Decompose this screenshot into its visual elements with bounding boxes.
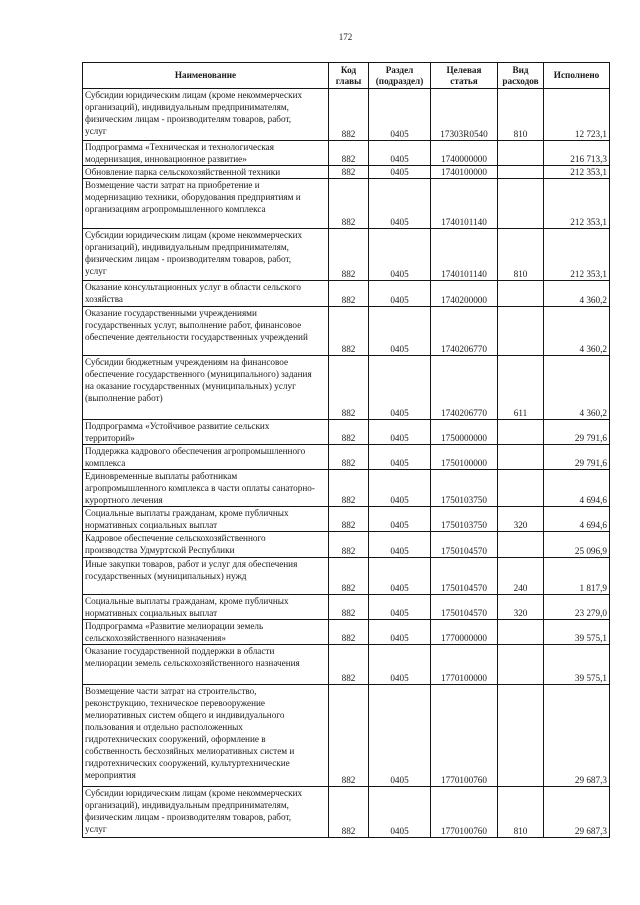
row-name-line: организаций), индивидуальным предпринимателям, — [85, 242, 289, 252]
header-target-article-line2: статья — [450, 75, 478, 86]
row-name-line: Подпрограмма «Техническая и технологическая — [85, 142, 274, 152]
table-row — [83, 141, 610, 166]
expense-type-cell — [498, 166, 544, 179]
executed-amount-cell: 25 096,9 — [544, 532, 610, 558]
target-article-cell: 1750104570 — [431, 595, 498, 620]
table-row — [83, 166, 610, 179]
row-name-line: гидротехнических сооружений, оформление в — [85, 734, 266, 744]
header-section-line2: (подраздел) — [375, 75, 424, 86]
executed-amount-cell: 29 687,3 — [544, 685, 610, 787]
expense-type-cell: 810 — [498, 787, 544, 838]
chapter-code-cell: 882 — [329, 420, 369, 445]
header-name — [83, 63, 329, 89]
target-article-cell: 1770000000 — [431, 620, 498, 645]
row-name-cell — [83, 307, 329, 356]
table-row — [83, 445, 610, 470]
chapter-code-cell: 882 — [329, 558, 369, 595]
row-name-line: Социальные выплаты гражданам, кроме публичных — [85, 508, 289, 518]
row-name-line: организаций), индивидуальным предпринимателям, — [85, 800, 289, 810]
section-code-cell: 0405 — [369, 558, 431, 595]
section-code-cell: 0405 — [369, 229, 431, 281]
row-name-line: гидротехнических сооружений, культуртехнические — [85, 758, 290, 768]
row-name-cell — [83, 141, 329, 166]
chapter-code-cell: 882 — [329, 645, 369, 685]
header-chapter-code-line2: главы — [335, 75, 362, 86]
executed-amount-cell: 29 791,6 — [544, 420, 610, 445]
section-code-cell: 0405 — [369, 620, 431, 645]
executed-amount-cell: 12 723,1 — [544, 89, 610, 141]
expense-type-cell — [498, 470, 544, 507]
row-name-cell — [83, 420, 329, 445]
expense-type-cell — [498, 620, 544, 645]
row-name-line: Социальные выплаты гражданам, кроме публичных — [85, 596, 289, 606]
chapter-code-cell: 882 — [329, 141, 369, 166]
table-row — [83, 558, 610, 595]
row-name-cell — [83, 507, 329, 532]
executed-amount-cell: 4 360,2 — [544, 307, 610, 356]
target-article-cell: 1770100760 — [431, 787, 498, 838]
row-name-line: услуг — [85, 126, 107, 136]
target-article-cell: 1770100760 — [431, 685, 498, 787]
target-article-cell: 1750000000 — [431, 420, 498, 445]
target-article-cell: 1750103750 — [431, 507, 498, 532]
row-name-cell — [83, 685, 329, 787]
row-name-line: услуг — [85, 824, 107, 834]
expense-type-cell — [498, 685, 544, 787]
row-name-line: физическим лицам - производителям товаров, работ, — [85, 812, 292, 822]
header-expense-type-line1: Вид — [512, 64, 529, 75]
table-row — [83, 89, 610, 141]
header-executed — [544, 63, 610, 89]
executed-amount-cell: 4 694,6 — [544, 507, 610, 532]
row-name-cell — [83, 89, 329, 141]
row-name-cell — [83, 445, 329, 470]
section-code-cell: 0405 — [369, 420, 431, 445]
chapter-code-cell: 882 — [329, 787, 369, 838]
header-chapter-code — [329, 63, 369, 89]
executed-amount-cell: 216 713,3 — [544, 141, 610, 166]
row-name-line: Кадровое обеспечение сельскохозяйственного — [85, 533, 266, 543]
target-article-cell: 1740206770 — [431, 307, 498, 356]
chapter-code-cell: 882 — [329, 685, 369, 787]
chapter-code-cell: 882 — [329, 229, 369, 281]
expense-type-cell — [498, 445, 544, 470]
header-target-article — [431, 63, 498, 89]
section-code-cell: 0405 — [369, 89, 431, 141]
section-code-cell: 0405 — [369, 595, 431, 620]
row-name-line: Единовременные выплаты работникам — [85, 471, 238, 481]
header-name-label: Наименование — [174, 70, 237, 80]
table-row — [83, 307, 610, 356]
row-name-cell — [83, 470, 329, 507]
table-row — [83, 595, 610, 620]
expense-type-cell — [498, 281, 544, 307]
section-code-cell: 0405 — [369, 787, 431, 838]
row-name-line: сельскохозяйственного назначения» — [85, 633, 227, 643]
section-code-cell: 0405 — [369, 645, 431, 685]
target-article-cell: 1750104570 — [431, 532, 498, 558]
row-name-line: Оказание государственной поддержки в области — [85, 646, 275, 656]
target-article-cell: 17303R0540 — [431, 89, 498, 141]
row-name-line: физическим лицам - производителям товаров, работ, — [85, 254, 292, 264]
section-code-cell: 0405 — [369, 507, 431, 532]
target-article-cell: 1740101140 — [431, 229, 498, 281]
executed-amount-cell: 39 575,1 — [544, 645, 610, 685]
executed-amount-cell: 4 360,2 — [544, 356, 610, 420]
executed-amount-cell: 212 353,1 — [544, 229, 610, 281]
section-code-cell: 0405 — [369, 532, 431, 558]
row-name-line: Подпрограмма «Устойчивое развитие сельских — [85, 421, 270, 431]
row-name-line: комплекса — [85, 458, 126, 468]
row-name-line: на оказание государственных (муниципальных) услуг — [85, 381, 296, 391]
row-name-cell — [83, 356, 329, 420]
row-name-line: Возмещение части затрат на приобретение и — [85, 180, 260, 190]
executed-amount-cell: 4 360,2 — [544, 281, 610, 307]
row-name-line: государственных услуг, выполнение работ, финансовое — [85, 320, 302, 330]
header-chapter-code-line1: Код — [340, 64, 357, 75]
row-name-line: услуг — [85, 266, 107, 276]
chapter-code-cell: 882 — [329, 532, 369, 558]
expense-type-cell — [498, 141, 544, 166]
row-name-line: Обновление парка сельскохозяйственной техники — [85, 167, 281, 177]
chapter-code-cell: 882 — [329, 445, 369, 470]
section-code-cell: 0405 — [369, 179, 431, 229]
expense-type-cell: 240 — [498, 558, 544, 595]
chapter-code-cell: 882 — [329, 179, 369, 229]
section-code-cell: 0405 — [369, 166, 431, 179]
row-name-line: реконструкцию, техническое перевооружение — [85, 698, 265, 708]
row-name-line: организациям агропромышленного комплекса — [85, 204, 266, 214]
row-name-cell — [83, 645, 329, 685]
chapter-code-cell: 882 — [329, 620, 369, 645]
table-row — [83, 787, 610, 838]
row-name-line: модернизацию техники, оборудования предприятиям и — [85, 192, 301, 202]
row-name-line: Субсидии юридическим лицам (кроме некоммерческих — [85, 230, 303, 240]
table-row — [83, 507, 610, 532]
row-name-cell — [83, 787, 329, 838]
expense-type-cell — [498, 645, 544, 685]
row-name-cell — [83, 595, 329, 620]
row-name-line: модернизация, инновационное развитие» — [85, 154, 247, 164]
table-row — [83, 470, 610, 507]
row-name-line: обеспечение деятельности государственных учреждений — [85, 332, 308, 342]
executed-amount-cell: 212 353,1 — [544, 179, 610, 229]
executed-amount-cell: 212 353,1 — [544, 166, 610, 179]
expense-type-cell: 611 — [498, 356, 544, 420]
section-code-cell: 0405 — [369, 281, 431, 307]
target-article-cell: 1740101140 — [431, 179, 498, 229]
executed-amount-cell: 29 791,6 — [544, 445, 610, 470]
section-code-cell: 0405 — [369, 685, 431, 787]
section-code-cell: 0405 — [369, 445, 431, 470]
target-article-cell: 1750100000 — [431, 445, 498, 470]
page-number: 172 — [338, 32, 353, 42]
row-name-line: Субсидии бюджетным учреждениям на финансовое — [85, 357, 289, 367]
row-name-line: нормативных социальных выплат — [85, 608, 218, 618]
row-name-line: Подпрограмма «Развитие мелиорации земель — [85, 621, 264, 631]
expense-type-cell — [498, 307, 544, 356]
expenditure-table — [82, 62, 610, 838]
chapter-code-cell: 882 — [329, 89, 369, 141]
row-name-line: Поддержка кадрового обеспечения агропромышленного — [85, 446, 306, 456]
row-name-line: Субсидии юридическим лицам (кроме некоммерческих — [85, 90, 303, 100]
table-row — [83, 645, 610, 685]
row-name-line: (выполнение работ) — [85, 393, 163, 403]
header-row — [83, 63, 610, 89]
executed-amount-cell: 1 817,9 — [544, 558, 610, 595]
table-row — [83, 420, 610, 445]
row-name-cell — [83, 558, 329, 595]
header-target-article-line1: Целевая — [446, 64, 482, 75]
expense-type-cell: 320 — [498, 507, 544, 532]
target-article-cell: 1770100000 — [431, 645, 498, 685]
executed-amount-cell: 39 575,1 — [544, 620, 610, 645]
row-name-line: Оказание государственными учреждениями — [85, 308, 257, 318]
executed-amount-cell: 4 694,6 — [544, 470, 610, 507]
row-name-line: пользования и отдельно расположенных — [85, 722, 243, 732]
chapter-code-cell: 882 — [329, 356, 369, 420]
row-name-line: Иные закупки товаров, работ и услуг для обеспечения — [85, 559, 298, 569]
row-name-line: собственность бесхозяйных мелиоративных систем и — [85, 746, 295, 756]
executed-amount-cell: 23 279,0 — [544, 595, 610, 620]
row-name-line: Оказание консультационных услуг в области сельского — [85, 282, 301, 292]
chapter-code-cell: 882 — [329, 281, 369, 307]
table-row — [83, 532, 610, 558]
table-header — [83, 63, 610, 89]
table-row — [83, 620, 610, 645]
target-article-cell: 1740206770 — [431, 356, 498, 420]
row-name-line: хозяйства — [85, 294, 123, 304]
row-name-line: мелиоративных систем общего и индивидуального — [85, 710, 285, 720]
row-name-line: Возмещение части затрат на строительство, — [85, 686, 257, 696]
expense-type-cell: 320 — [498, 595, 544, 620]
row-name-cell — [83, 532, 329, 558]
row-name-line: обеспечение государственного (муниципального) задания — [85, 369, 312, 379]
row-name-cell — [83, 229, 329, 281]
header-expense-type — [498, 63, 544, 89]
row-name-line: государственных (муниципальных) нужд — [85, 571, 247, 581]
target-article-cell: 1740100000 — [431, 166, 498, 179]
header-expense-type-line2: расходов — [502, 75, 539, 86]
target-article-cell: 1740000000 — [431, 141, 498, 166]
table-row — [83, 685, 610, 787]
chapter-code-cell: 882 — [329, 507, 369, 532]
row-name-cell — [83, 620, 329, 645]
row-name-line: территорий» — [85, 433, 135, 443]
section-code-cell: 0405 — [369, 141, 431, 166]
target-article-cell: 1750103750 — [431, 470, 498, 507]
expense-type-cell: 810 — [498, 89, 544, 141]
row-name-cell — [83, 166, 329, 179]
executed-amount-cell: 29 687,3 — [544, 787, 610, 838]
section-code-cell: 0405 — [369, 356, 431, 420]
table-row — [83, 229, 610, 281]
row-name-line: Субсидии юридическим лицам (кроме некоммерческих — [85, 788, 303, 798]
expense-type-cell — [498, 532, 544, 558]
section-code-cell: 0405 — [369, 307, 431, 356]
section-code-cell: 0405 — [369, 470, 431, 507]
row-name-cell — [83, 281, 329, 307]
row-name-line: физическим лицам - производителям товаров, работ, — [85, 114, 292, 124]
target-article-cell: 1750104570 — [431, 558, 498, 595]
expense-type-cell — [498, 420, 544, 445]
table-row — [83, 179, 610, 229]
chapter-code-cell: 882 — [329, 166, 369, 179]
table-body — [83, 89, 610, 838]
chapter-code-cell: 882 — [329, 470, 369, 507]
expense-type-cell: 810 — [498, 229, 544, 281]
row-name-line: агропромышленного комплекса в части оплаты санаторно- — [85, 483, 315, 493]
header-section — [369, 63, 431, 89]
row-name-line: курортного лечения — [85, 495, 163, 505]
expense-type-cell — [498, 179, 544, 229]
row-name-line: производства Удмуртской Республики — [85, 545, 235, 555]
table-row — [83, 281, 610, 307]
header-executed-label: Исполнено — [553, 70, 600, 80]
row-name-line: мелиорации земель сельскохозяйственного назначения — [85, 658, 300, 668]
row-name-line: организаций), индивидуальным предпринимателям, — [85, 102, 289, 112]
table-row — [83, 356, 610, 420]
header-section-line1: Раздел — [385, 64, 414, 75]
row-name-line: мероприятия — [85, 770, 136, 780]
row-name-line: нормативных социальных выплат — [85, 520, 218, 530]
target-article-cell: 1740200000 — [431, 281, 498, 307]
row-name-cell — [83, 179, 329, 229]
chapter-code-cell: 882 — [329, 307, 369, 356]
chapter-code-cell: 882 — [329, 595, 369, 620]
